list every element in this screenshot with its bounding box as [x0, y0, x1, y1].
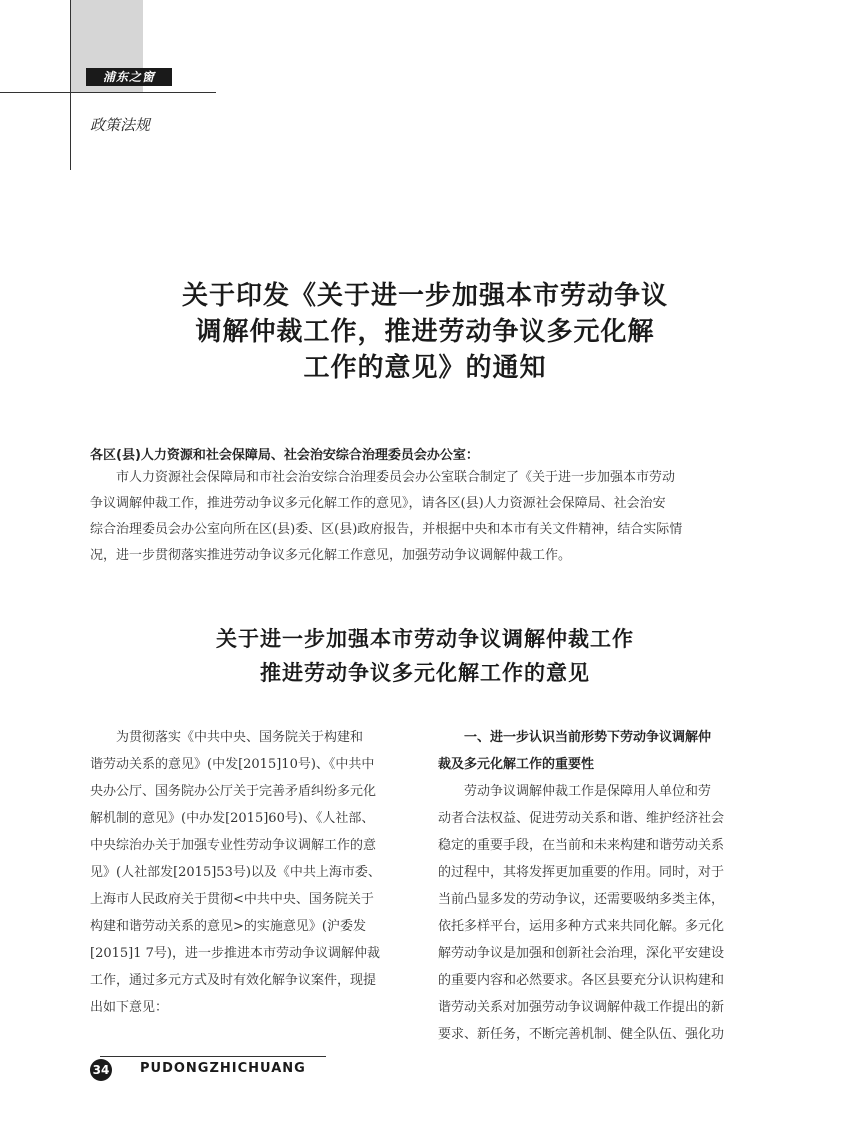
left-column-line: 为贯彻落实《中共中央、国务院关于构建和 [90, 730, 364, 745]
right-column-line: 的重要内容和必然要求。各区县要充分认识构建和 [438, 973, 725, 988]
left-column-line: 中央综治办关于加强专业性劳动争议调解工作的意 [90, 838, 377, 853]
right-column-line: 要求、新任务，不断完善机制、健全队伍、强化功 [438, 1027, 725, 1042]
section-label: 政策法规 [90, 116, 151, 134]
right-column-line: 依托多样平台，运用多种方式来共同化解。多元化 [438, 919, 725, 934]
footer-rule [100, 1056, 326, 1057]
left-column-line: 出如下意见： [90, 1000, 169, 1015]
header-vertical-rule [70, 0, 71, 170]
left-column-line: 工作，通过多元方式及时有效化解争议案件，现提 [90, 973, 377, 988]
right-column-line: 解劳动争议是加强和创新社会治理，深化平安建设 [438, 946, 725, 961]
magazine-logo: 浦东之窗 [86, 68, 172, 86]
addressee: 各区(县)人力资源和社会保障局、社会治安综合治理委员会办公室： [90, 448, 479, 463]
intro-line: 况，进一步贯彻落实推进劳动争议多元化解工作意见，加强劳动争议调解仲裁工作。 [90, 548, 572, 563]
sub-title [0, 622, 850, 690]
section-heading-line: 裁及多元化解工作的重要性 [438, 757, 595, 772]
sub-title-line: 关于进一步加强本市劳动争议调解仲裁工作 [216, 626, 634, 651]
left-column-line: [2015]1 7号)，进一步推进本市劳动争议调解仲裁 [90, 946, 380, 961]
main-title [0, 278, 850, 386]
left-column-line: 解机制的意见》(中办发[2015]60号)、《人社部、 [90, 811, 375, 826]
left-column-line: 谐劳动关系的意见》(中发[2015]10号)、《中共中 [90, 757, 375, 772]
left-column [90, 724, 412, 1021]
left-column-line: 上海市人民政府关于贯彻<中共中央、国务院关于 [90, 892, 374, 907]
left-column-line: 央办公厅、国务院办公厅关于完善矛盾纠纷多元化 [90, 784, 377, 799]
right-column-line: 稳定的重要手段，在当前和未来构建和谐劳动关系 [438, 838, 725, 853]
right-column [438, 724, 760, 1048]
intro-line: 综合治理委员会办公室向所在区(县)委、区(县)政府报告，并根据中央和本市有关文件精神，结合实际情 [90, 522, 683, 537]
main-title-line: 关于印发《关于进一步加强本市劳动争议 [181, 281, 668, 311]
right-column-line: 劳动争议调解仲裁工作是保障用人单位和劳 [438, 784, 712, 799]
right-column-line: 动者合法权益、促进劳动关系和谐、维护经济社会 [438, 811, 725, 826]
main-title-line: 工作的意见》的通知 [303, 353, 547, 383]
main-title-line: 调解仲裁工作，推进劳动争议多元化解 [195, 317, 655, 347]
right-column-line: 当前凸显多发的劳动争议，还需要吸纳多类主体， [438, 892, 725, 907]
intro-line: 争议调解仲裁工作，推进劳动争议多元化解工作的意见》，请各区(县)人力资源社会保障局、社会治安 [90, 496, 666, 511]
page-number: 34 [90, 1059, 112, 1081]
sub-title-line: 推进劳动争议多元化解工作的意见 [260, 660, 590, 685]
intro-line: 市人力资源社会保障局和市社会治安综合治理委员会办公室联合制定了《关于进一步加强本市劳动 [90, 470, 676, 485]
left-column-line: 构建和谐劳动关系的意见>的实施意见》(沪委发 [90, 919, 366, 934]
header-horizontal-rule [0, 92, 216, 93]
footer-brand: PUDONGZHICHUANG [140, 1061, 306, 1076]
right-column-line: 谐劳动关系对加强劳动争议调解仲裁工作提出的新 [438, 1000, 725, 1015]
right-column-line: 的过程中，其将发挥更加重要的作用。同时，对于 [438, 865, 725, 880]
left-column-line: 见》(人社部发[2015]53号)以及《中共上海市委、 [90, 865, 381, 880]
intro-paragraph [90, 465, 760, 569]
section-heading-line: 一、进一步认识当前形势下劳动争议调解仲 [438, 730, 712, 745]
